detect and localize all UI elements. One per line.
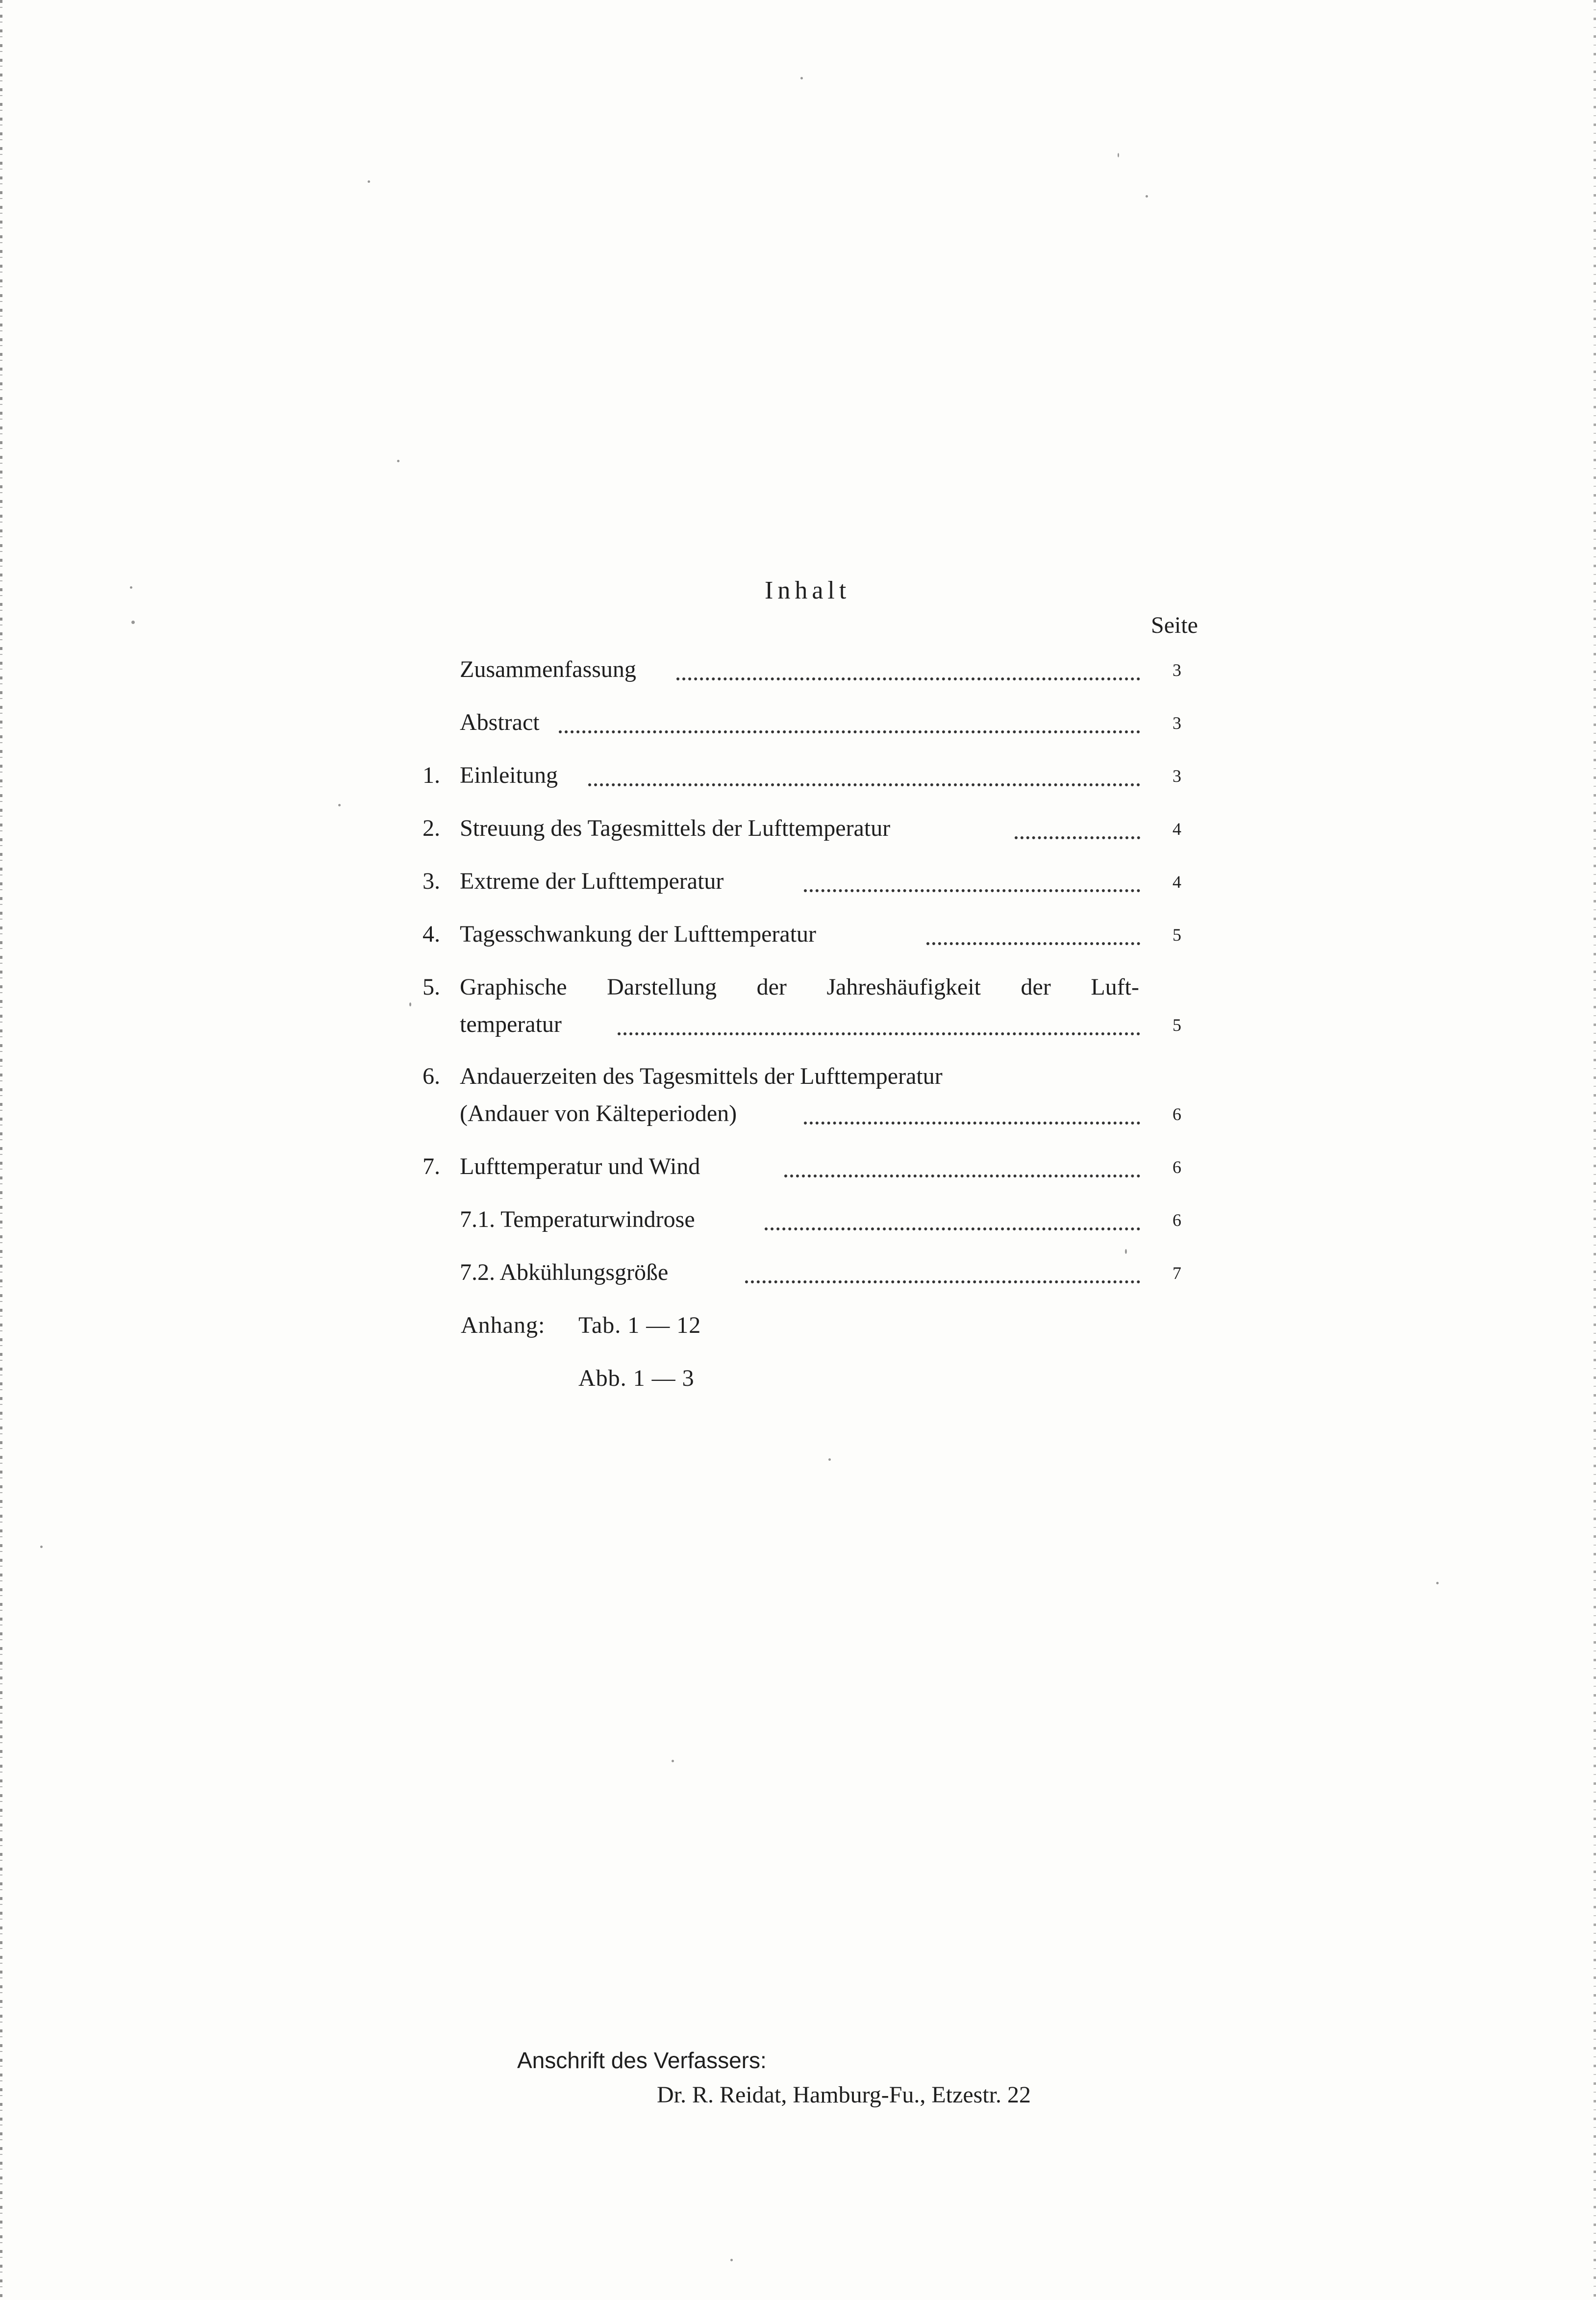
toc-entry-number: 6. bbox=[423, 1063, 440, 1089]
dot-leader bbox=[618, 1025, 1140, 1035]
scan-edge-right bbox=[1594, 0, 1596, 2300]
dot-leader bbox=[588, 775, 1140, 786]
toc-entry bbox=[0, 1206, 1596, 1245]
scan-edge-left bbox=[0, 0, 2, 2300]
toc-entry-label: Lufttemperatur und Wind bbox=[460, 1153, 707, 1180]
dot-leader bbox=[804, 1114, 1140, 1125]
toc-title: Inhalt bbox=[765, 576, 851, 604]
toc-entry-page: 6 bbox=[1172, 1157, 1181, 1177]
toc-entry-label: Zusammenfassung bbox=[460, 656, 643, 683]
toc-entry-page: 3 bbox=[1172, 766, 1181, 786]
dot-leader bbox=[1015, 828, 1140, 839]
page-column-label: Seite bbox=[1151, 612, 1198, 638]
toc-entry bbox=[0, 1153, 1596, 1192]
scan-speck bbox=[397, 460, 399, 462]
toc-entry-number: 1. bbox=[423, 762, 440, 788]
toc-entry-page: 6 bbox=[1172, 1210, 1181, 1230]
scan-speck bbox=[1436, 1582, 1439, 1584]
toc-entry bbox=[0, 656, 1596, 695]
toc-entry-page: 5 bbox=[1172, 1015, 1181, 1035]
appendix-label: Anhang: bbox=[461, 1312, 546, 1338]
dot-leader bbox=[559, 723, 1140, 733]
toc-entry-page: 5 bbox=[1172, 925, 1181, 945]
scan-speck bbox=[338, 804, 341, 806]
toc-entry bbox=[0, 815, 1596, 854]
scan-speck bbox=[730, 2259, 733, 2261]
toc-entry-label: 7.2. Abkühlungsgröße bbox=[460, 1259, 675, 1286]
toc-entry-page: 7 bbox=[1172, 1263, 1181, 1283]
scan-speck bbox=[1118, 153, 1119, 157]
toc-entry-label: Abstract bbox=[460, 709, 547, 736]
dot-leader bbox=[804, 881, 1140, 892]
scan-speck bbox=[1125, 1249, 1127, 1254]
scan-speck bbox=[131, 621, 135, 624]
dot-leader bbox=[784, 1167, 1140, 1177]
author-address-label: Anschrift des Verfassers: bbox=[517, 2048, 767, 2073]
toc-entry-label-cont: temperatur bbox=[460, 1011, 569, 1038]
toc-entry-label-cont: (Andauer von Kälteperioden) bbox=[460, 1100, 744, 1127]
dot-leader bbox=[765, 1220, 1140, 1230]
appendix-figures: Abb. 1 — 3 bbox=[578, 1365, 695, 1391]
author-address: Dr. R. Reidat, Hamburg-Fu., Etzestr. 22 bbox=[657, 2082, 1031, 2108]
toc-entry bbox=[0, 1259, 1596, 1298]
toc-entry-continuation bbox=[0, 1100, 1596, 1139]
toc-entry-continuation bbox=[0, 1011, 1596, 1050]
toc-entry-label: Extreme der Lufttemperatur bbox=[460, 868, 730, 895]
scan-speck bbox=[828, 1458, 831, 1461]
toc-entry-page: 3 bbox=[1172, 660, 1181, 680]
toc-entry bbox=[0, 762, 1596, 801]
scan-speck bbox=[800, 77, 803, 79]
toc-entry bbox=[0, 709, 1596, 748]
toc-entry-label: Andauerzeiten des Tagesmittels der Lufttemperatur bbox=[460, 1063, 943, 1089]
toc-entry-label: Tagesschwankung der Lufttemperatur bbox=[460, 921, 823, 948]
toc-entry-number: 2. bbox=[423, 815, 440, 841]
toc-entry-page: 6 bbox=[1172, 1104, 1181, 1124]
toc-entry-number: 3. bbox=[423, 868, 440, 894]
dot-leader bbox=[676, 670, 1140, 680]
appendix-tables: Tab. 1 — 12 bbox=[578, 1312, 701, 1338]
toc-entry bbox=[0, 921, 1596, 960]
toc-entry-label: Einleitung bbox=[460, 762, 565, 789]
toc-entry-page: 3 bbox=[1172, 713, 1181, 733]
scan-speck bbox=[40, 1546, 43, 1548]
toc-entry-page: 4 bbox=[1172, 819, 1181, 839]
toc-entry bbox=[0, 868, 1596, 907]
toc-entry-number: 5. bbox=[423, 974, 440, 1000]
toc-entry-number: 7. bbox=[423, 1153, 440, 1179]
toc-entry bbox=[0, 1063, 1596, 1146]
dot-leader bbox=[745, 1273, 1140, 1283]
scan-speck bbox=[368, 180, 370, 183]
scan-speck bbox=[1146, 195, 1148, 198]
toc-entry-label: Streuung des Tagesmittels der Lufttemperatur bbox=[460, 815, 897, 842]
toc-entry-number: 4. bbox=[423, 921, 440, 947]
toc-entry-page: 4 bbox=[1172, 872, 1181, 892]
dot-leader bbox=[926, 934, 1140, 945]
toc-entry bbox=[0, 974, 1596, 1057]
scan-speck bbox=[672, 1760, 674, 1762]
toc-entry-label: Graphische Darstellung der Jahreshäufigkeit der Luft- bbox=[460, 974, 1139, 1000]
scan-speck bbox=[130, 586, 132, 589]
toc-entry-label: 7.1. Temperaturwindrose bbox=[460, 1206, 702, 1233]
